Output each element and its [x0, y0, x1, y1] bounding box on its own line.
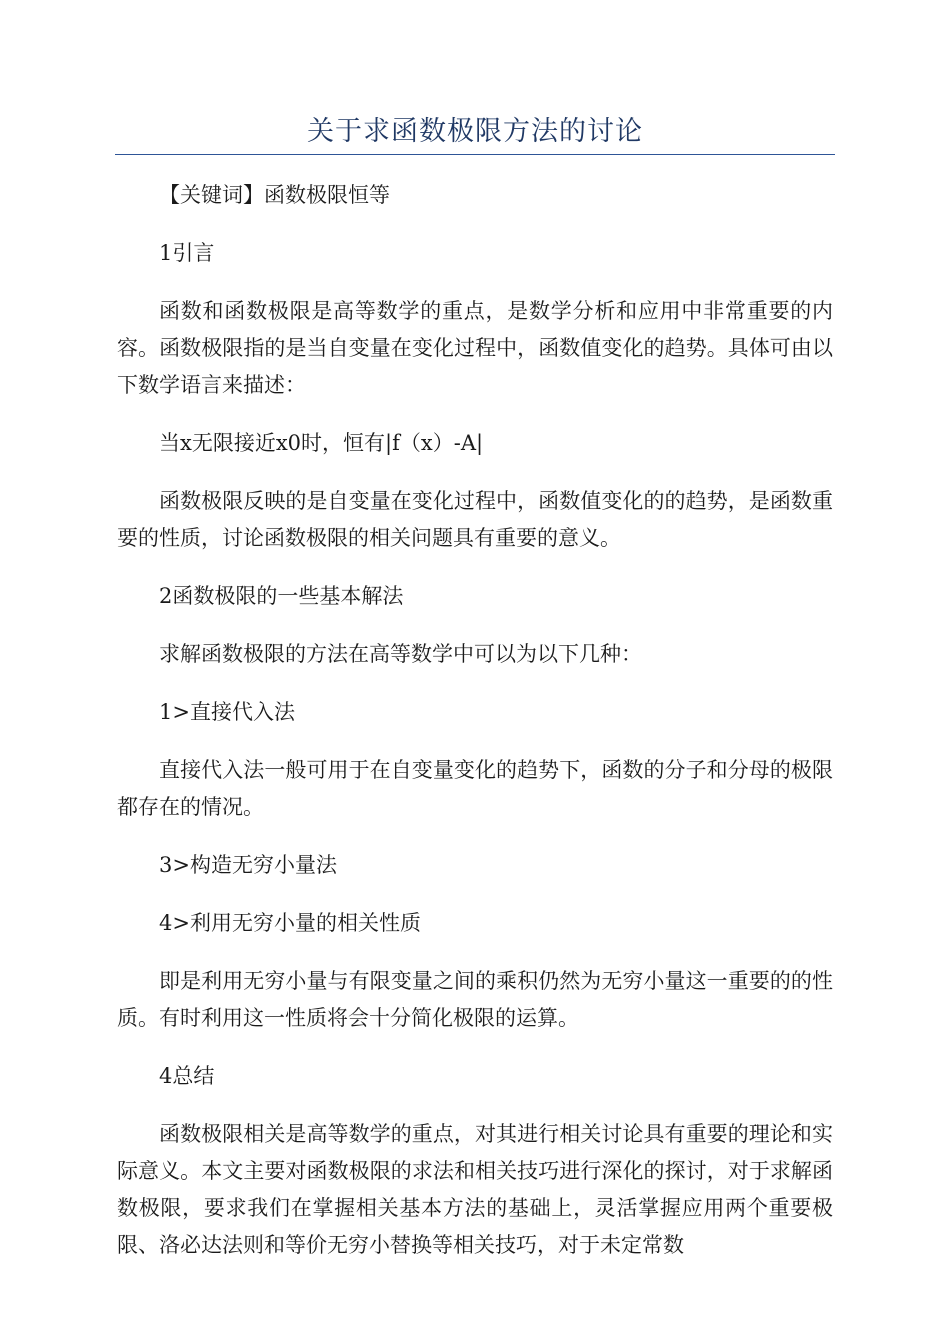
section-heading-introduction: 1引言	[159, 241, 215, 265]
subheading-direct-substitution: 1>直接代入法	[159, 700, 295, 724]
paragraph: 直接代入法一般可用于在自变量变化的趋势下，函数的分子和分母的极限都存在的情况。	[117, 758, 833, 819]
section-heading-basic-methods: 2函数极限的一些基本解法	[159, 584, 404, 608]
title-underline	[115, 154, 835, 155]
subheading-infinitesimal-properties: 4>利用无穷小量的相关性质	[159, 911, 421, 935]
document-title: 关于求函数极限方法的讨论	[307, 116, 643, 147]
document-body	[117, 177, 833, 1285]
paragraph: 函数极限相关是高等数学的重点，对其进行相关讨论具有重要的理论和实际意义。本文主要对函数极限的求法和相关技巧进行深化的探讨，对于求解函数极限，要求我们在掌握相关基本方法的基础上，灵活掌握应用两个重要极限、洛必达法则和等价无穷小替换等相关技巧，对于未定常数	[117, 1122, 833, 1257]
paragraph: 即是利用无穷小量与有限变量之间的乘积仍然为无穷小量这一重要的的性质。有时利用这一性质将会十分简化极限的运算。	[117, 969, 833, 1030]
keywords-line: 【关键词】函数极限恒等	[159, 183, 390, 207]
section-heading-summary: 4总结	[159, 1064, 215, 1088]
formula-line: 当x无限接近x0时，恒有|f（x）-A|	[159, 431, 484, 455]
paragraph: 函数极限反映的是自变量在变化过程中，函数值变化的的趋势，是函数重要的性质，讨论函数极限的相关问题具有重要的意义。	[117, 489, 833, 550]
paragraph: 函数和函数极限是高等数学的重点，是数学分析和应用中非常重要的内容。函数极限指的是当自变量在变化过程中，函数值变化的趋势。具体可由以下数学语言来描述：	[117, 299, 833, 397]
paragraph: 求解函数极限的方法在高等数学中可以为以下几种：	[159, 642, 642, 666]
subheading-infinitesimal-construction: 3>构造无穷小量法	[159, 853, 337, 877]
